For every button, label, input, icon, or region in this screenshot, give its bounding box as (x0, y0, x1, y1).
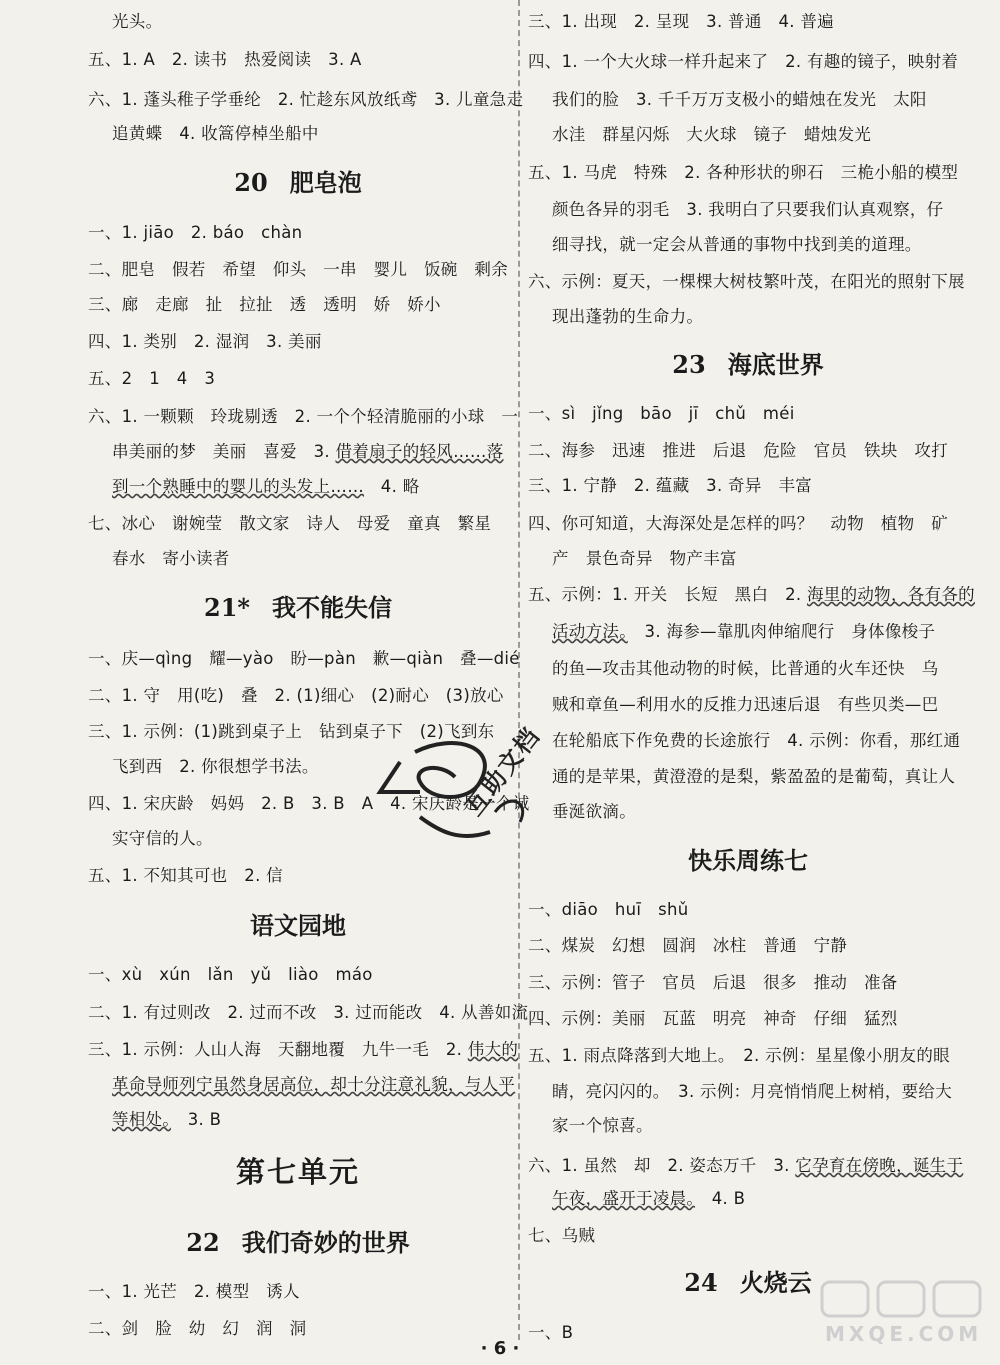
text-line: 现出蓬勃的生命力。 (552, 307, 704, 326)
section-22-heading: 22 我们奇妙的世界 (186, 1228, 410, 1257)
text-line: 通的是苹果，黄澄澄的是梨，紫盈盈的是葡萄，真让人 (552, 767, 956, 786)
text-line: 一、庆—qìng 耀—yào 盼—pàn 歉—qiàn 叠—dié (88, 649, 520, 668)
text-line: 等相处。 3. B (112, 1110, 222, 1129)
text-line: 一、diāo huī shǔ (528, 900, 689, 919)
section-21-heading: 21* 我不能失信 (204, 593, 392, 622)
text-line: 三、1. 示例：(1)跳到桌子上 钻到桌子下 (2)飞到东 (88, 722, 495, 741)
text-line: 春水 寄小读者 (112, 549, 230, 568)
text-line: 四、1. 类别 2. 湿润 3. 美丽 (88, 332, 322, 351)
text-line: 二、海参 迅速 推进 后退 危险 官员 铁块 攻打 (528, 441, 948, 460)
section-24-heading: 24 火烧云 (684, 1268, 812, 1297)
text-line: 三、廊 走廊 扯 拉扯 透 透明 娇 娇小 (88, 295, 441, 314)
text-line: 四、1. 一个大火球一样升起来了 2. 有趣的镜子，映射着 (528, 52, 959, 71)
text-line: 到一个熟睡中的婴儿的头发上…… 4. 略 (112, 477, 420, 496)
text-line: 七、乌贼 (528, 1226, 596, 1245)
text-line: 在轮船底下作免费的长途旅行 4. 示例：你看，那红通 (552, 731, 961, 750)
text-line: 实守信的人。 (112, 829, 213, 848)
unit-heading: 第七单元 (235, 1155, 360, 1189)
column-divider (518, 0, 520, 1340)
text-line: 三、1. 宁静 2. 蕴藏 3. 奇异 丰富 (528, 476, 813, 495)
text-line: 六、1. 一颗颗 玲珑剔透 2. 一个个轻清脆丽的小球 一 (88, 407, 519, 426)
text-line: 四、示例：美丽 瓦蓝 明亮 神奇 仔细 猛烈 (528, 1009, 898, 1028)
text-line: 一、1. 光芒 2. 模型 诱人 (88, 1282, 300, 1301)
text-line: 二、肥皂 假若 希望 仰头 一串 婴儿 饭碗 剩余 (88, 260, 508, 279)
text-line: 三、1. 示例：人山人海 天翻地覆 九牛一毛 2. 伟大的 (88, 1040, 519, 1059)
text-line: 四、你可知道，大海深处是怎样的吗？ 动物 植物 矿 (528, 514, 948, 533)
watermark-text: MXQE.COM (825, 1322, 983, 1346)
text-line: 产 景色奇异 物产丰富 (552, 549, 737, 568)
text-line: 三、示例：管子 官员 后退 很多 推动 准备 (528, 973, 898, 992)
text-line: 一、xù xún lǎn yǔ liào máo (88, 965, 373, 984)
text-line: 六、1. 蓬头稚子学垂纶 2. 忙趁东风放纸鸢 3. 儿童急走 (88, 90, 524, 109)
text-line: 四、1. 宋庆龄 妈妈 2. B 3. B A 4. 宋庆龄是一个诚 (88, 794, 530, 813)
garden-heading: 语文园地 (250, 911, 346, 940)
text-line: 一、1. jiāo 2. báo chàn (88, 223, 303, 242)
weekly-practice-heading: 快乐周练七 (688, 846, 808, 875)
text-line: 七、冰心 谢婉莹 散文家 诗人 母爱 童真 繁星 (88, 514, 492, 533)
text-line: 五、1. 雨点降落到大地上。 2. 示例：星星像小朋友的眼 (528, 1046, 950, 1065)
text-line: 追黄蝶 4. 收篙停棹坐船中 (112, 124, 319, 143)
text-line: 水洼 群星闪烁 大火球 镜子 蜡烛发光 (552, 125, 872, 144)
text-line: 垂涎欲滴。 (552, 802, 636, 821)
text-line: 午夜，盛开于凌晨。 4. B (552, 1189, 746, 1208)
text-line: 细寻找，就一定会从普通的事物中找到美的道理。 (552, 235, 922, 254)
text-line: 颜色各异的羽毛 3. 我明白了只要我们认真观察，仔 (552, 200, 944, 219)
text-line: 睛，亮闪闪的。 3. 示例：月亮悄悄爬上树梢，要给大 (552, 1082, 953, 1101)
text-line: 五、1. 马虎 特殊 2. 各种形状的卵石 三桅小船的模型 (528, 163, 959, 182)
text-line: 二、1. 守 用(吃) 叠 2. (1)细心 (2)耐心 (3)放心 (88, 686, 504, 705)
section-23-heading: 23 海底世界 (672, 350, 824, 379)
text-line: 的鱼—攻击其他动物的时候，比普通的火车还快 乌 (552, 659, 939, 678)
text-line: 我们的脸 3. 千千万万支极小的蜡烛在发光 太阳 (552, 90, 927, 109)
text-line: 一、sì jǐng bāo jī chǔ méi (528, 404, 795, 423)
stamp-text: 互助文档 (459, 721, 546, 821)
text-line: 五、1. 不知其可也 2. 信 (88, 866, 283, 885)
text-line: 五、示例：1. 开关 长短 黑白 2. 海里的动物，各有各的 (528, 585, 975, 604)
text-line: 一、B (528, 1323, 574, 1342)
text-line: 活动方法。 3. 海参—靠肌肉伸缩爬行 身体像梭子 (552, 622, 936, 641)
text-line: 二、煤炭 幻想 圆润 冰柱 普通 宁静 (528, 936, 848, 955)
text-line: 光头。 (112, 12, 163, 31)
text-line: 家一个惊喜。 (552, 1116, 653, 1135)
text-line: 革命导师列宁虽然身居高位，却十分注意礼貌，与人平 (112, 1075, 516, 1094)
text-line: 五、1. A 2. 读书 热爱阅读 3. A (88, 50, 362, 69)
text-line: 串美丽的梦 美丽 喜爱 3. 借着扇子的轻风……落 (112, 442, 504, 461)
text-line: 二、1. 有过则改 2. 过而不改 3. 过而能改 4. 从善如流 (88, 1003, 529, 1022)
text-line: 飞到西 2. 你很想学书法。 (112, 757, 319, 776)
text-line: 二、剑 脸 幼 幻 润 洞 (88, 1319, 307, 1338)
section-20-heading: 20 肥皂泡 (234, 168, 362, 197)
text-line: 五、2 1 4 3 (88, 369, 216, 388)
page-number: · 6 · (480, 1338, 520, 1359)
text-line: 六、示例：夏天，一棵棵大树枝繁叶茂，在阳光的照射下展 (528, 272, 965, 291)
text-line: 贼和章鱼—利用水的反推力迅速后退 有些贝类—巴 (552, 695, 939, 714)
text-line: 六、1. 虽然 却 2. 姿态万千 3. 它孕育在傍晚，诞生于 (528, 1156, 964, 1175)
text-line: 三、1. 出现 2. 呈现 3. 普通 4. 普遍 (528, 12, 834, 31)
